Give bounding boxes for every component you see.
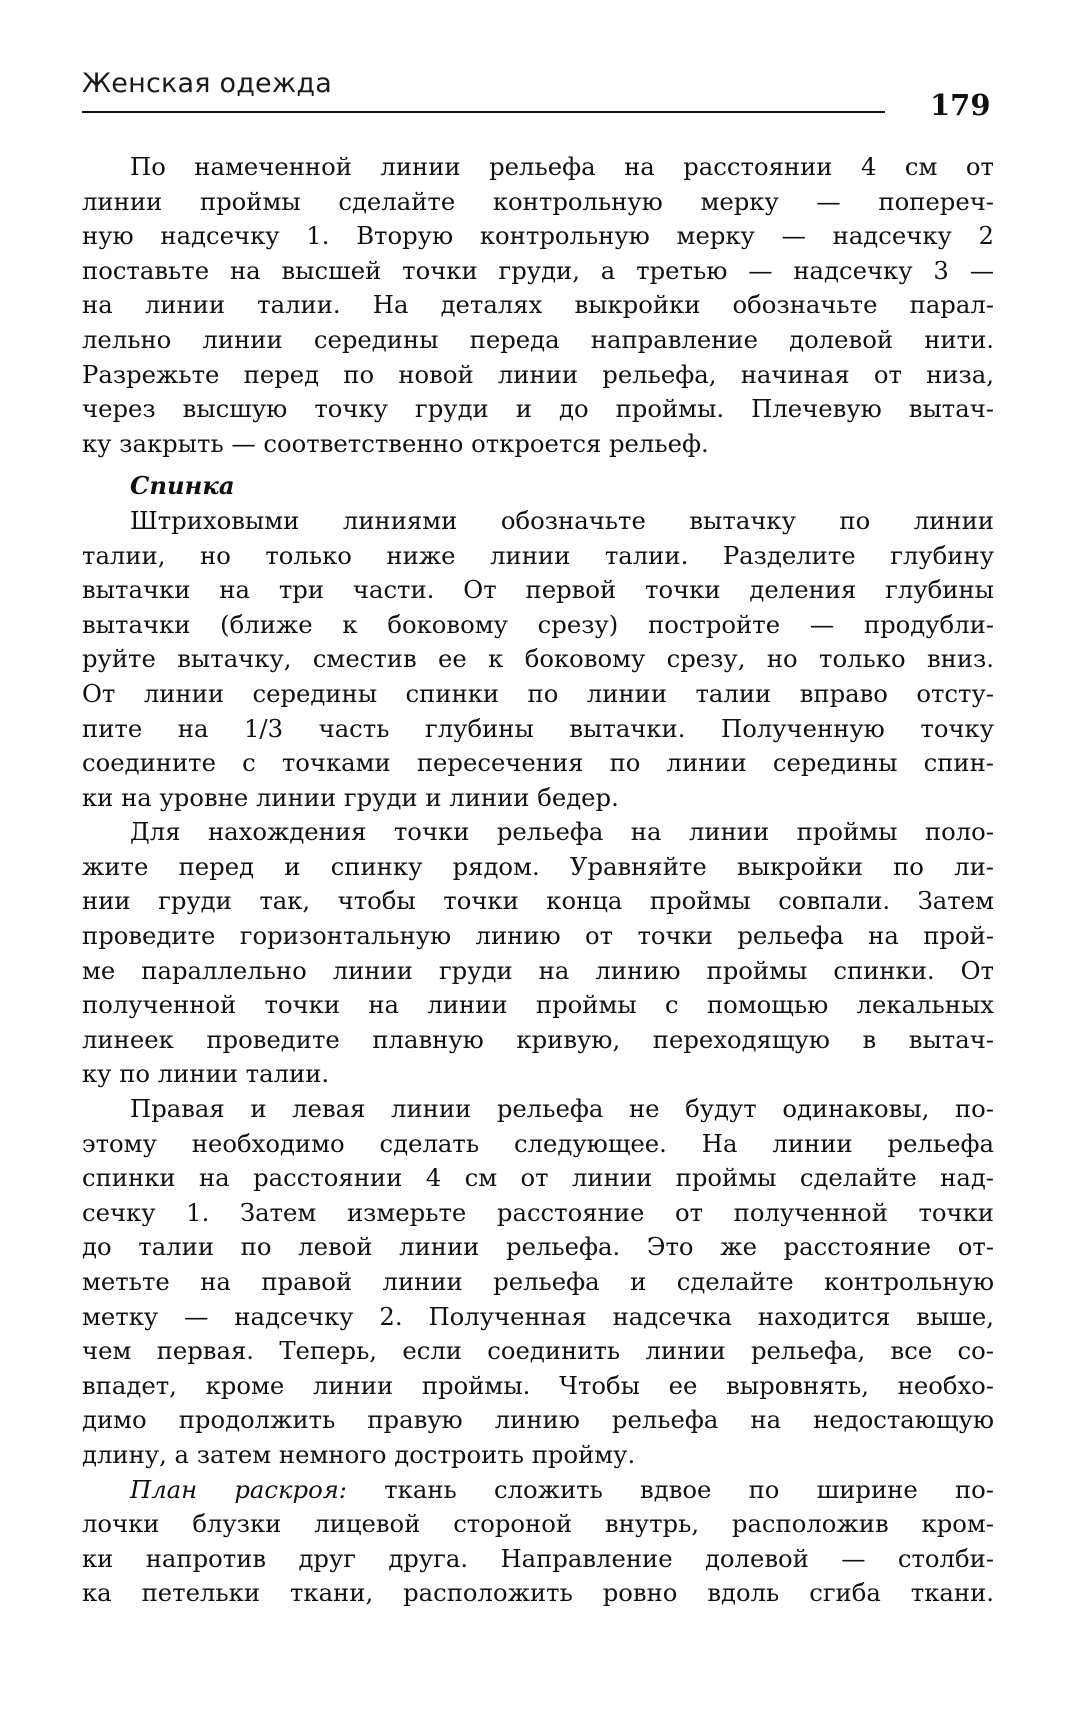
text-line: лочки блузки лицевой стороной внутрь, расположив кром- (82, 1509, 994, 1539)
text-line: полученной точки на линии проймы с помощью лекальных (82, 990, 994, 1020)
text-line: ную надсечку 1. Вторую контрольную мерку — надсечку 2 (82, 221, 994, 251)
text-line: соедините с точками пересечения по линии середины спин- (82, 748, 994, 778)
text-line: линеек проведите плавную кривую, переходящую в вытач- (82, 1024, 994, 1054)
text-line: длину, а затем немного достроить пройму. (82, 1439, 636, 1469)
text-line: руйте вытачку, сместив ее к боковому срезу, но только вниз. (82, 644, 994, 674)
cutting-plan-label: План раскроя: (130, 1474, 347, 1504)
text-line: вытачки (ближе к боковому срезу) постройте — продубли- (82, 609, 994, 639)
header-rule (82, 111, 885, 113)
body-text (82, 150, 994, 1611)
text-line: вытачки на три части. От первой точки деления глубины (82, 575, 994, 605)
text-line: нии груди так, чтобы точки конца проймы совпали. Затем (82, 886, 994, 916)
text-line: ки на уровне линии груди и линии бедер. (82, 782, 619, 812)
text-line: димо продолжить правую линию рельефа на недостающую (82, 1405, 994, 1435)
text-line: ку закрыть — соответственно откроется рельеф. (82, 428, 709, 458)
text-line: лельно линии середины переда направление долевой нити. (82, 324, 994, 354)
text-line: поставьте на высшей точки груди, а третью — надсечку 3 — (82, 255, 994, 285)
text-line: через высшую точку груди и до проймы. Плечевую вытач- (82, 394, 994, 424)
text-line: метьте на правой линии рельефа и сделайте контрольную (82, 1267, 994, 1296)
text-line: От линии середины спинки по линии талии вправо отсту- (82, 678, 994, 708)
section-heading: Спинка (130, 471, 235, 501)
text-line: чем первая. Теперь, если соединить линии рельефа, все со- (82, 1336, 994, 1366)
text-line: жите перед и спинку рядом. Уравняйте выкройки по ли- (82, 851, 994, 881)
text-line: метку — надсечку 2. Полученная надсечка находится выше, (82, 1301, 994, 1331)
text-line-cutting-plan (82, 1473, 994, 1508)
paragraph-gap (82, 461, 994, 469)
text-line: Правая и левая линии рельефа не будут одинаковы, по- (130, 1094, 994, 1124)
running-header: Женская одежда (82, 68, 333, 99)
text-line: талии, но только ниже линии талии. Разделите глубину (82, 540, 994, 570)
text-line: проведите горизонтальную линию от точки рельефа на прой- (82, 921, 994, 951)
text-line: сечку 1. Затем измерьте расстояние от полученной точки (82, 1197, 994, 1227)
text-line: этому необходимо сделать следующее. На линии рельефа (82, 1128, 994, 1158)
text-line: ки напротив друг друга. Направление долевой — столби- (82, 1543, 994, 1573)
text-line: ка петельки ткани, расположить ровно вдоль сгиба ткани. (82, 1578, 994, 1608)
text-line: Разрежьте перед по новой линии рельефа, начиная от низа, (82, 359, 994, 389)
text-line: на линии талии. На деталях выкройки обозначьте парал- (82, 290, 994, 320)
text-line: впадет, кроме линии проймы. Чтобы ее выровнять, необхо- (82, 1370, 994, 1400)
text-line: спинки на расстоянии 4 см от линии проймы сделайте над- (82, 1163, 994, 1193)
text-line-rest: ткань сложить вдвое по ширине по- (346, 1474, 994, 1504)
text-line: до талии по левой линии рельефа. Это же расстояние от- (82, 1232, 994, 1262)
text-line: Для нахождения точки рельефа на линии проймы поло- (130, 817, 994, 847)
text-line: пите на 1/3 часть глубины вытачки. Полученную точку (82, 713, 994, 743)
text-line: ку по линии талии. (82, 1059, 330, 1089)
text-line: По намеченной линии рельефа на расстоянии 4 см от (130, 152, 994, 181)
page-number: 179 (930, 88, 991, 122)
text-line: линии проймы сделайте контрольную мерку — попереч- (82, 186, 994, 216)
text-line: Штриховыми линиями обозначьте вытачку по линии (130, 505, 994, 535)
text-line: ме параллельно линии груди на линию проймы спинки. От (82, 955, 994, 985)
